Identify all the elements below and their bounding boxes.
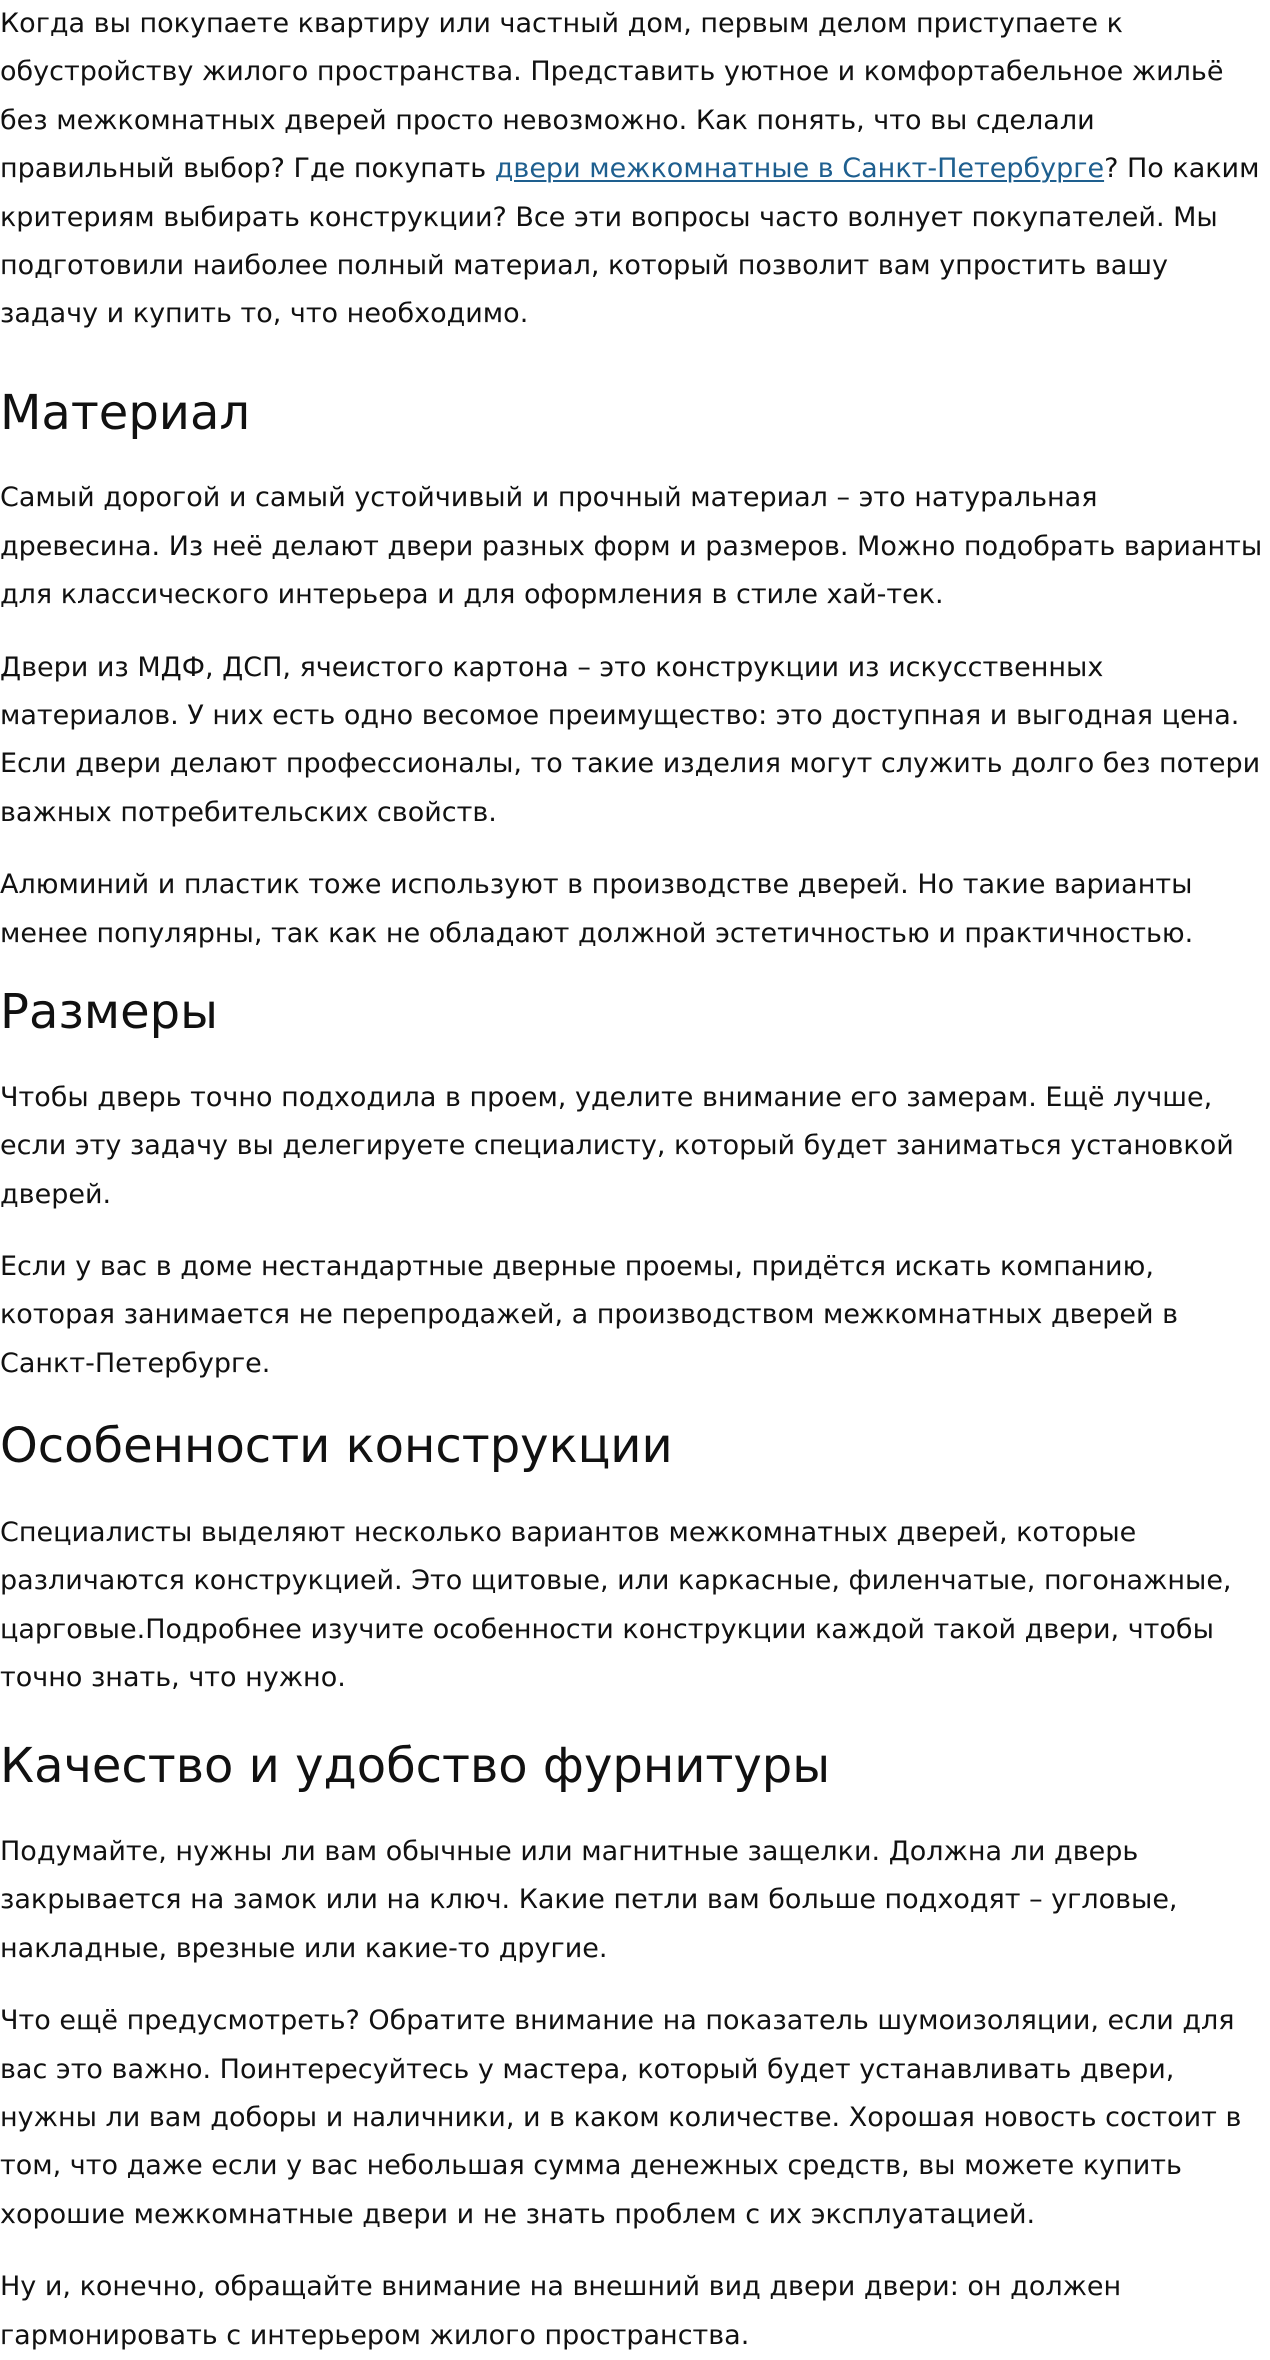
hardware-paragraph-1: Подумайте, нужны ли вам обычные или магнитные защелки. Должна ли дверь закрывается на замок или на ключ. Какие петли вам больше подходят – угловые, накладные, врезные или какие-то другие. xyxy=(0,1835,1178,1964)
construction-paragraph-1: Специалисты выделяют несколько вариантов межкомнатных дверей, которые различаются конструкцией. Это щитовые, или каркасные, филенчатые, погонажные, царговые.Подробнее изучите особенности конструкции каждой такой двери, чтобы точно знать, что нужно. xyxy=(0,1516,1232,1693)
intro-paragraph xyxy=(0,0,1264,339)
hardware-paragraph-2: Что ещё предусмотреть? Обратите внимание на показатель шумоизоляции, если для вас это важно. Поинтересуйтесь у мастера, который будет устанавливать двери, нужны ли вам доборы и наличники, и в каком количестве. Хорошая новость состоит в том, что даже если у вас небольшая сумма денежных средств, вы можете купить хорошие межкомнатные двери и не знать проблем с их эксплуатацией. xyxy=(0,2005,1242,2230)
section-heading-construction: Особенности конструкции xyxy=(0,1418,673,1475)
section-heading-hardware: Качество и удобство фурнитуры xyxy=(0,1738,831,1795)
material-paragraph-1: Самый дорогой и самый устойчивый и прочный материал – это натуральная древесина. Из неё делают двери разных форм и размеров. Можно подобрать варианты для классического интерьера и для оформления в стиле хай-тек. xyxy=(0,482,1263,611)
material-paragraph-2: Двери из МДФ, ДСП, ячеистого картона – это конструкции из искусственных материалов. У них есть одно весомое преимущество: это доступная и выгодная цена. Если двери делают профессионалы, то такие изделия могут служить долго без потери важных потребительских свойств. xyxy=(0,651,1261,828)
sizes-paragraph-2: Если у вас в доме нестандартные дверные проемы, придётся искать компанию, которая занимается не перепродажей, а производством межкомнатных дверей в Санкт-Петербурге. xyxy=(0,1250,1178,1379)
sizes-paragraph-1: Чтобы дверь точно подходила в проем, уделите внимание его замерам. Ещё лучше, если эту задачу вы делегируете специалисту, который будет заниматься установкой дверей. xyxy=(0,1081,1234,1210)
section-heading-material: Материал xyxy=(0,384,251,441)
section-heading-sizes: Размеры xyxy=(0,984,218,1041)
spb-interior-doors-link[interactable]: двери межкомнатные в Санкт-Петербурге xyxy=(494,153,1105,185)
material-paragraph-3: Алюминий и пластик тоже используют в производстве дверей. Но такие варианты менее популярны, так как не обладают должной эстетичностью и практичностью. xyxy=(0,869,1194,949)
intro-text-after-link: ? По каким критериям выбирать конструкции? Все эти вопросы часто волнует покупателей. Мы подготовили наиболее полный материал, который позволит вам упростить вашу задачу и купить то, что необходимо. xyxy=(0,153,1260,330)
intro-text-before-link: Когда вы покупаете квартиру или частный дом, первым делом приступаете к обустройству жилого пространства. Представить уютное и комфортабельное жильё без межкомнатных дверей просто невозможно. Как понять, что вы сделали правильный выбор? Где покупать xyxy=(0,8,1224,185)
hardware-paragraph-3: Ну и, конечно, обращайте внимание на внешний вид двери двери: он должен гармонировать с интерьером жилого пространства. xyxy=(0,2271,1122,2351)
